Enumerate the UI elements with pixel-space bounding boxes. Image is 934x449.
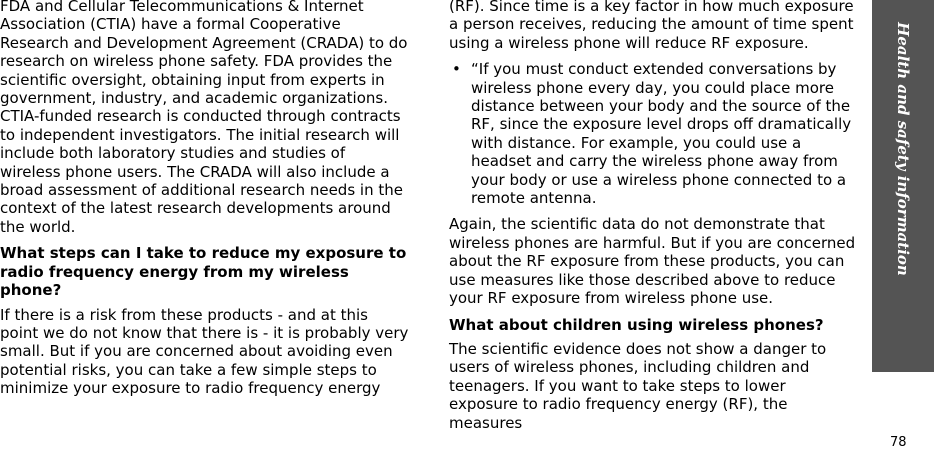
bullet-text: “If you must conduct extended conversations by wireless phone every day, you could place more distance between your body and the source of the RF, since the exposure level drops off dramatically with distance. For example, you could use a headset and carry the wireless phone away from your body or use a wireless phone connected to a remote antenna. bbox=[471, 60, 852, 208]
section-side-tab bbox=[872, 0, 934, 372]
bullet-dot: • bbox=[452, 60, 461, 79]
left-column bbox=[0, 0, 410, 406]
bullet-item-extended-conversations bbox=[449, 60, 859, 207]
heading-children: What about children using wireless phones? bbox=[449, 315, 824, 334]
heading-reduce-exposure: What steps can I take to reduce my exposure to radio frequency energy from my wireless phone? bbox=[0, 244, 407, 300]
left-paragraph-crada: FDA and Cellular Telecommunications & Internet Association (CTIA) have a formal Cooperative Research and Development Agreement (CRADA) to do research on wireless phone safety. FDA provides the scientific oversight, obtaining input from experts in government, industry, and academic organizations. CTIA-funded research is conducted through contracts to independent investigators. The initial research will include both laboratory studies and studies of wireless phone users. The CRADA will also include a broad assessment of additional research needs in the context of the latest research developments around the world. bbox=[0, 0, 408, 236]
right-paragraph-rf-time: (RF). Since time is a key factor in how much exposure a person receives, reducing the amount of time spent using a wireless phone will reduce RF exposure. bbox=[449, 0, 854, 52]
left-paragraph-risk: If there is a risk from these products - and at this point we do not know that there is - it is probably very small. But if you are concerned about avoiding even potential risks, you can take a few simple steps to minimize your exposure to radio frequency energy bbox=[0, 305, 409, 398]
right-paragraph-children: The scientific evidence does not show a danger to users of wireless phones, including children and teenagers. If you want to take steps to lower exposure to radio frequency energy (RF), the measures bbox=[449, 339, 827, 432]
right-paragraph-again: Again, the scientific data do not demonstrate that wireless phones are harmful. But if you are concerned about the RF exposure from these products, you can use measures like those described above to reduce your RF exposure from wireless phone use. bbox=[449, 215, 856, 308]
page-number: 78 bbox=[890, 435, 907, 449]
side-tab-label: Health and safety information bbox=[894, 21, 912, 276]
right-column bbox=[449, 0, 859, 440]
